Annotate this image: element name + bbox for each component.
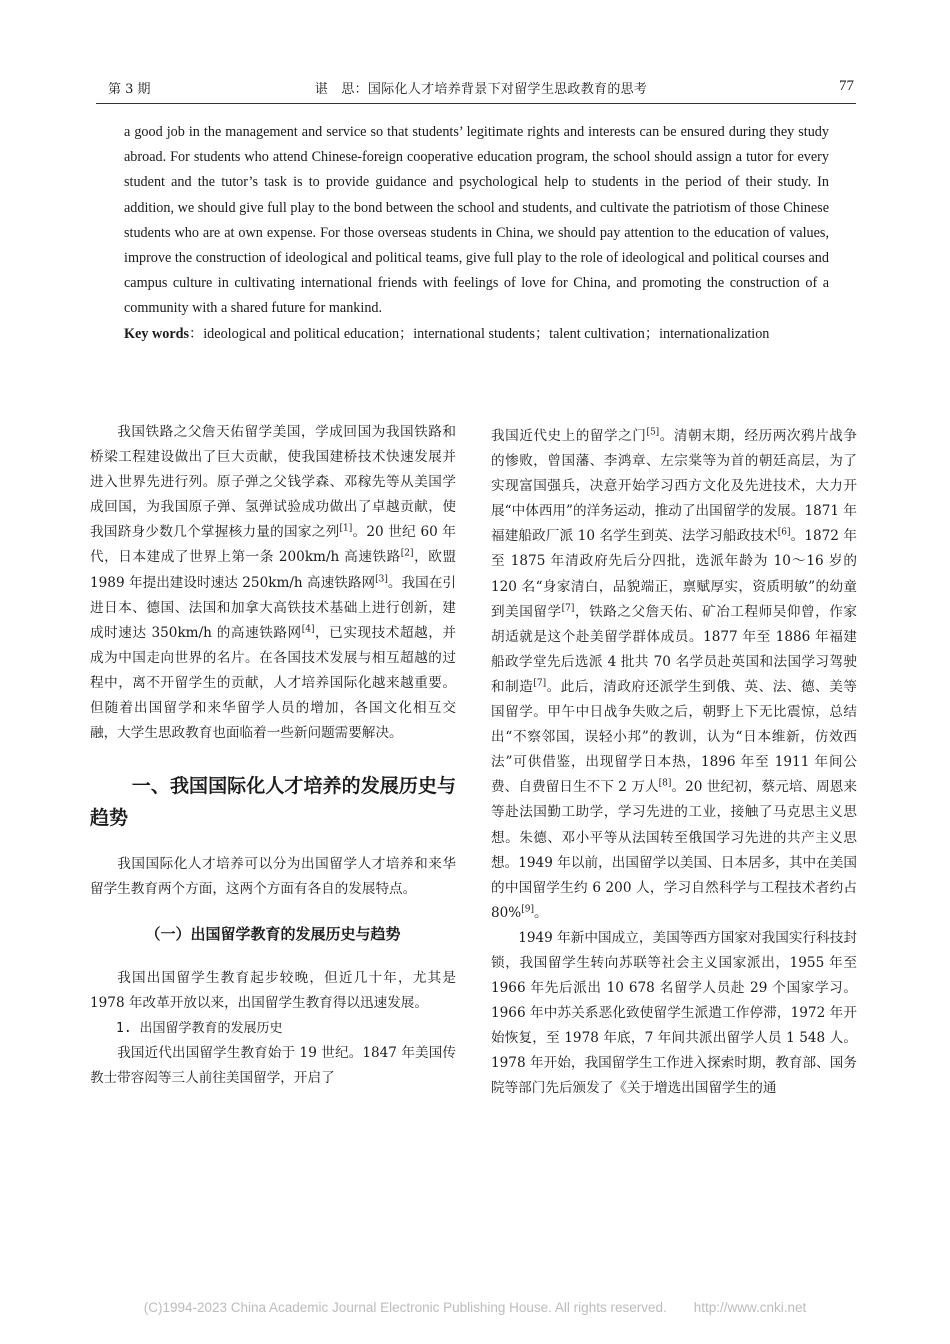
abstract-text: a good job in the management and service so that students’ legitimate rights and interests can be ensured during they study abroad. For students who attend Chinese-foreign cooperative education program, the school should assign a tutor for every student and the tutor’s task is to provide guidance and psychological help to students in the period of their study. In addition, we should give full play to the bond between the school and students, and cultivate the patriotism of those Chinese students who are at own expense. For those overseas students in China, we should pay attention to the education of values, improve the construction of ideological and political teams, give full play to the role of ideological and political courses and campus culture in cultivating international friends with feelings of love for China, and promoting the construction of a community with a shared future for mankind. (124, 124, 829, 317)
citation: [8] (658, 778, 672, 789)
citation: [9] (521, 904, 534, 915)
header-divider (96, 103, 856, 104)
section-heading: 一、我国国际化人才培养的发展历史与趋势 (90, 775, 456, 830)
sub-subsection-heading: 1. 出国留学教育的发展历史 (116, 1020, 283, 1036)
citation: [2] (400, 548, 414, 559)
citation: [4] (301, 624, 315, 635)
citation: [1] (339, 523, 353, 534)
page-number: 77 (839, 78, 854, 94)
running-header (108, 78, 854, 100)
postwar-paragraph: 1949 年新中国成立，美国等西方国家对我国实行科技封锁，我国留学生转向苏联等社会主义国家派出，1955 年至 1966 年先后派出 10 678 名留学人员赴 29 个国家学习。1966 年中苏关系恶化致使留学生派遣工作停滞，1972 年开始恢复，至 1978 年底，7 年间共派出留学人员 1 548 人。1978 年开始，我国留学生工作进入探索时期，教育部、国务院等部门先后颁发了《关于增选出国留学生的通 (491, 929, 857, 1097)
section-intro-paragraph: 我国国际化人才培养可以分为出国留学人才培养和来华留学生教育两个方面，这两个方面有各自的发展特点。 (90, 856, 456, 898)
subsection-heading: （一）出国留学教育的发展历史与趋势 (145, 925, 401, 944)
subsection-paragraph: 我国出国留学生教育起步较晚，但近几十年，尤其是 1978 年改革开放以来，出国留学生教育得以迅速发展。 (90, 969, 456, 1011)
intro-paragraph: 我国铁路之父詹天佑留学美国，学成回国为我国铁路和桥梁工程建设做出了巨大贡献，使我国建桥技术快速发展并进入世界先进行列。原子弹之父钱学森、邓稼先等从美国学成回国，为我国原子弹、氢弹试验成功做出了卓越贡献，使我国跻身少数几个掌握核力量的国家之列[1]。20 世纪 60 年代，日本建成了世界上第一条 200km/h 高速铁路[2]，欧盟 1989 年提出建设时速达 250km/h 高速铁路网[3]。我国在引进日本、德国、法国和加拿大高铁技术基础上进行创新，建成时速达 350km/h 的高速铁路网[4]，已实现技术超越，并成为中国走向世界的名片。在各国技术发展与相互超越的过程中，离不开留学生的贡献，人才培养国际化越来越重要。但随着出国留学和来华留学人员的增加，各国文化相互交融，大学生思政教育也面临着一些新问题需要解决。 (90, 424, 457, 742)
citation: [7] (561, 603, 575, 614)
history-paragraph: 我国近代出国留学生教育始于 19 世纪。1847 年美国传教士带容闳等三人前往美国留学，开启了 (90, 1044, 456, 1086)
citation: [7] (533, 678, 547, 689)
right-column (491, 424, 857, 1102)
history-continued-paragraph: 我国近代史上的留学之门[5]。清朝末期，经历两次鸦片战争的惨败，曾国藩、李鸿章、左宗棠等为首的朝廷高层，为了实现富国强兵，决意开始学习西方文化及先进技术，大力开展“中体西用”的洋务运动，推动了出国留学的发展。1871 年福建船政厂派 10 名学生到英、法学习船政技术[6]。1872 年至 1875 年清政府先后分四批，选派年龄为 10～16 岁的 120 名“身家清白，品貌端正，禀赋厚实，资质明敏”的幼童到美国留学[7]，铁路之父詹天佑、矿冶工程师吴仰曾，作家胡适就是这个赴美留学群体成员。1877 年至 1886 年福建船政学堂先后选派 4 批共 70 名学员赴英国和法国学习驾驶和制造[7]。此后，清政府还派学生到俄、英、法、德、美等国留学。甲午中日战争失败之后，朝野上下无比震惊，总结出“不察邻国，误轻小邦”的教训，认为“日本维新，仿效西法”可供借鉴，出现留学日本热，1896 年至 1911 年间公费、自费留日生不下 2 万人[8]。20 世纪初，蔡元培、周恩来等赴法国勤工助学，学习先进的工业，接触了马克思主义思想。朱德、邓小平等从法国转至俄国学习先进的共产主义思想。1949 年以前，出国留学以美国、日本居多，其中在美国的中国留学生约 6 200 人，学习自然科学与工程技术者约占 80%[9]。 (491, 427, 858, 921)
left-column (90, 420, 456, 1091)
keywords-colon: ： (189, 325, 204, 342)
issue-number: 第 3 期 (108, 82, 151, 97)
citation: [3] (375, 574, 388, 585)
citation: [5] (646, 427, 660, 438)
keywords-label: Key words (124, 325, 190, 342)
keywords-list: ideological and political education；international students；talent cultivation；internationalization (203, 325, 770, 342)
running-title: 谌 思：国际化人才培养背景下对留学生思政教育的思考 (314, 82, 648, 97)
citation: [6] (777, 527, 791, 538)
english-abstract (124, 120, 829, 347)
keywords (124, 322, 829, 347)
copyright-footer: (C)1994-2023 China Academic Journal Electronic Publishing House. All rights reserved. http://www.cnki.net (143, 1300, 807, 1315)
